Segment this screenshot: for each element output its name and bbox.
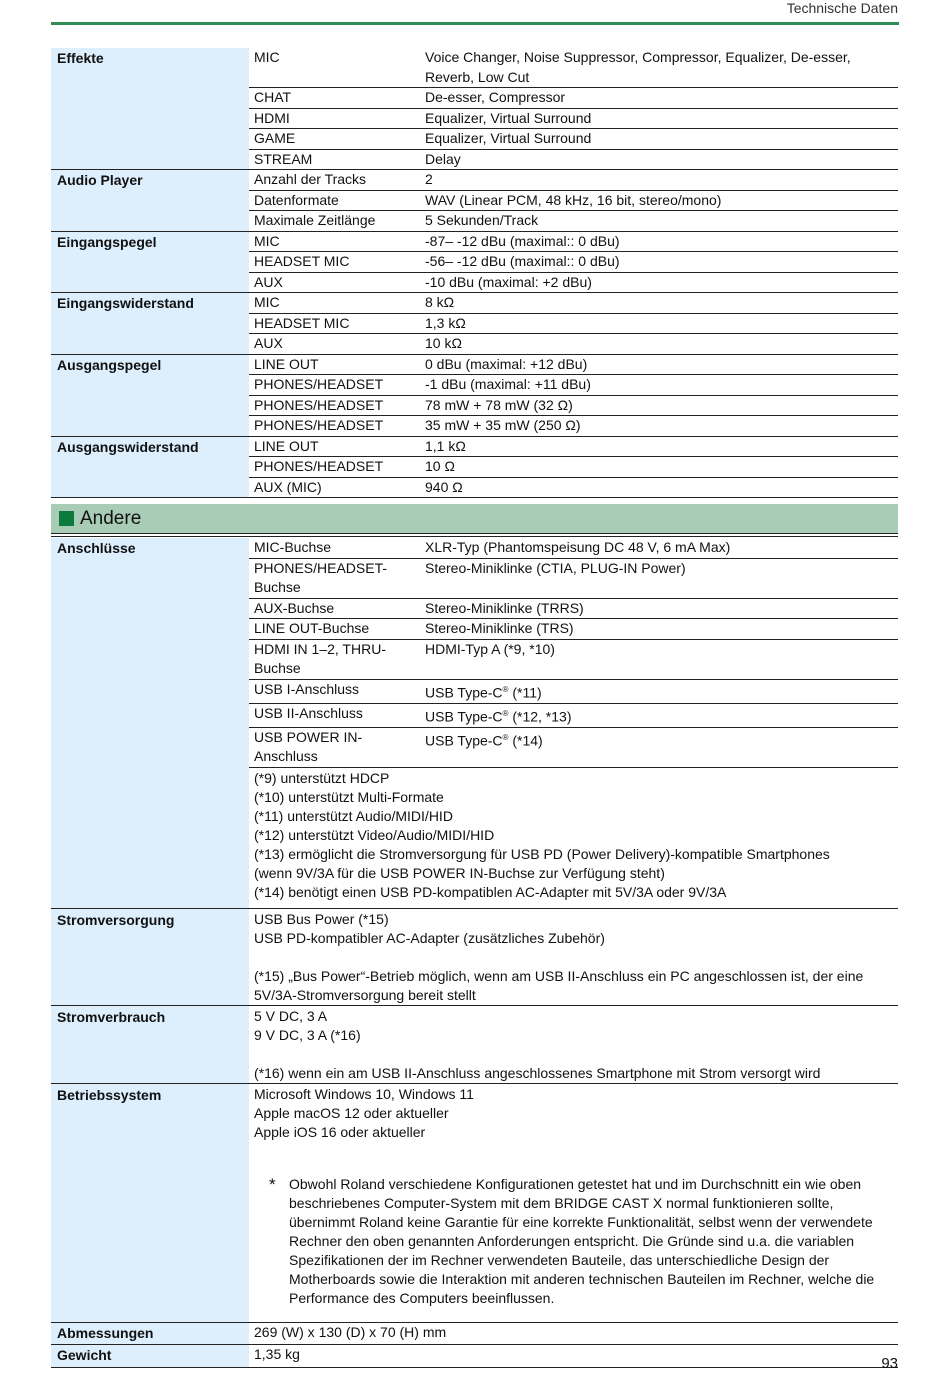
row-value: 5 Sekunden/Track [425,212,539,228]
group-label: Anschlüsse [51,538,249,908]
row-key: PHONES/HEADSET [254,458,384,474]
group-anschluesse [51,538,898,909]
group-abmessungen [51,1323,898,1346]
row-value: XLR-Typ (Phantomspeisung DC 48 V, 6 mA Max) [425,539,731,555]
row-value [425,680,898,703]
row-key: HEADSET MIC [254,253,350,269]
row-key: PHONES/HEADSET [254,376,384,392]
row-key: Anzahl der Tracks [254,171,367,187]
table-row [249,374,898,395]
group-effekte [51,48,898,170]
row-key: HEADSET MIC [254,314,350,331]
footnote: (*14) benötigt einen USB PD-kompatiblen AC-Adapter mit 5V/3A oder 9V/3A [254,883,727,900]
registered-mark: ® [502,708,509,718]
row-value: Stereo-Miniklinke (CTIA, PLUG-IN Power) [425,559,686,576]
row-value: Equalizer, Virtual Surround [425,130,592,146]
usb-type: USB Type-C [425,684,503,701]
row-key: STREAM [254,150,313,167]
row-key: AUX-Buchse [254,599,335,616]
row-key: USB II-Anschluss [254,704,363,721]
spec-line: 1,35 kg [254,1346,300,1363]
footnotes [249,767,898,908]
spec-line: USB PD-kompatibler AC-Adapter (zusätzliches Zubehör) [254,929,605,946]
footnote: (*11) unterstützt Audio/MIDI/HID [254,807,453,824]
row-value: -56– -12 dBu (maximal:: 0 dBu) [425,253,620,269]
spec-line: 9 V DC, 3 A (*16) [254,1026,361,1043]
row-value: 940 Ω [425,478,463,495]
table-row [249,313,898,334]
group-label: Eingangswiderstand [51,293,249,354]
section-header [51,504,898,534]
spec-line: Microsoft Windows 10, Windows 11 [254,1085,474,1102]
row-key: GAME [254,130,296,146]
row-key: MIC [254,232,280,249]
row-value: 2 [425,171,433,187]
footnote: (*9) unterstützt HDCP [254,769,390,786]
row-key: MIC-Buchse [254,539,332,555]
table-row [249,727,898,767]
row-key: HDMI [254,109,290,126]
row-value: 8 kΩ [425,294,455,310]
footnote-ref: (*12, *13) [508,708,572,725]
table-row [249,48,898,87]
group-label: Effekte [51,48,249,169]
group-stromverbrauch [51,1006,898,1084]
row-value: 10 kΩ [425,335,462,351]
group-label: Ausgangswiderstand [51,437,249,498]
row-value: 10 Ω [425,458,455,474]
section-rule [51,536,898,537]
row-value: -10 dBu (maximal: +2 dBu) [425,273,592,290]
table-row [249,293,898,313]
row-value: Voice Changer, Noise Suppressor, Compressor, Equalizer, De-esser, Reverb, Low Cut [425,49,851,85]
row-key: PHONES/HEADSET [254,417,384,433]
usb-type: USB Type-C [425,708,503,725]
table-row [249,538,898,558]
row-value: Delay [425,150,461,167]
row-key: LINE OUT [254,437,319,454]
row-key: HDMI IN 1–2, THRU-Buchse [254,640,386,676]
row-value: De-esser, Compressor [425,89,566,105]
row-key: Datenformate [254,191,339,208]
group-audio-player [51,170,898,232]
row-value: HDMI-Typ A (*9, *10) [425,640,555,657]
group-stromversorgung [51,909,898,1006]
disclaimer [249,1175,898,1308]
row-value: -87– -12 dBu (maximal:: 0 dBu) [425,232,620,249]
table-row [249,437,898,457]
page-number: 93 [881,1355,898,1372]
group-eingangswiderstand [51,293,898,355]
footnote: (*10) unterstützt Multi-Formate [254,788,444,805]
spec-line: Apple iOS 16 oder aktueller [254,1123,426,1140]
row-key: USB I-Anschluss [254,680,360,697]
row-value [425,728,898,767]
table-row [249,333,898,354]
table-row [249,679,898,703]
table-row [249,128,898,149]
header-rule [51,22,899,25]
row-key: AUX (MIC) [254,478,322,495]
table-row [249,149,898,170]
table-row [249,395,898,416]
asterisk-icon: * [269,1174,276,1194]
group-ausgangswiderstand [51,437,898,499]
table-row [249,456,898,477]
table-row [249,639,898,679]
registered-mark: ® [502,732,509,742]
disclaimer-text: Obwohl Roland verschiedene Konfigurationen getestet hat und im Durchschnitt ein wie oben beschriebenes Computer-System mit dem BRIDGE CAST X normal funktionieren sollte, übernimmt Roland keine Garantie für eine korrekte Funktionalität, selbst wenn der verwendete Rechner den oben genannten Anforderungen entspricht. Die Gründe sind u.a. die variablen Spezifikationen der im Rechner verwendeten Bauteile, das unterschiedliche Design der Motherboards sowie die Interaktion mit anderen technischen Bauteilen im Rechner, welche die Performance des Computers beeinflussen. [289,1175,875,1306]
group-eingangspegel [51,232,898,294]
row-key: AUX [254,273,283,290]
group-label: Stromverbrauch [51,1006,249,1083]
row-key: LINE OUT [254,355,319,372]
row-value [425,704,898,727]
footnote-ref: (*14) [508,732,543,749]
table-row [249,558,898,598]
usb-type: USB Type-C [425,732,503,749]
row-value: 78 mW + 78 mW (32 Ω) [425,396,573,413]
footnote-ref: (*11) [508,684,542,701]
row-key: LINE OUT-Buchse [254,620,370,636]
group-label: Ausgangspegel [51,355,249,436]
group-label: Audio Player [51,170,249,231]
table-row [249,251,898,272]
spec-table-other [51,538,898,1368]
group-betriebssystem [51,1084,898,1323]
table-row [249,703,898,727]
row-key: Maximale Zeitlänge [254,212,376,228]
header-title: Technische Daten [786,0,898,16]
row-value: 0 dBu (maximal: +12 dBu) [425,355,588,372]
footnote: (*12) unterstützt Video/Audio/MIDI/HID [254,826,495,843]
table-row [249,598,898,619]
footnote: (*13) ermöglicht die Stromversorgung für USB PD (Power Delivery)-kompatible Smartphones (wenn 9V/3A für die USB POWER IN-Buchse zur Verfügung steht) [254,845,830,881]
group-label: Abmessungen [51,1323,249,1345]
row-value: 35 mW + 35 mW (250 Ω) [425,417,581,433]
row-key: CHAT [254,89,292,105]
row-value: 1,3 kΩ [425,314,466,331]
row-value: Stereo-Miniklinke (TRRS) [425,599,584,616]
spec-line: Apple macOS 12 oder aktueller [254,1104,449,1121]
spec-line: USB Bus Power (*15) [254,910,389,927]
row-value: WAV (Linear PCM, 48 kHz, 16 bit, stereo/mono) [425,191,722,208]
table-row [249,87,898,108]
group-label: Betriebssystem [51,1084,249,1322]
table-row [249,108,898,129]
square-bullet-icon [59,511,74,526]
section-title: Andere [80,507,142,529]
group-label: Stromversorgung [51,909,249,1005]
row-value: -1 dBu (maximal: +11 dBu) [425,376,591,392]
table-row [249,415,898,436]
table-row [249,477,898,498]
row-key: AUX [254,335,283,351]
row-key: MIC [254,294,280,310]
spacer [249,1142,898,1175]
row-key: PHONES/HEADSET [254,396,384,413]
spec-table-top [51,48,898,498]
group-gewicht [51,1345,898,1368]
group-label: Eingangspegel [51,232,249,293]
footnote: (*16) wenn ein am USB II-Anschluss angeschlossenes Smartphone mit Strom versorgt wird [254,1064,821,1081]
row-key: PHONES/HEADSET-Buchse [254,559,388,595]
footnote: (*15) „Bus Power“-Betrieb möglich, wenn am USB II-Anschluss ein PC angeschlossen ist, der eine 5V/3A-Stromversorgung bereit stellt [254,967,864,1003]
table-row [249,210,898,231]
table-row [249,272,898,293]
row-value: Equalizer, Virtual Surround [425,109,592,126]
table-row [249,170,898,190]
spacer [249,948,898,967]
row-key: USB POWER IN-Anschluss [254,728,363,765]
spec-line: 269 (W) x 130 (D) x 70 (H) mm [254,1323,447,1340]
row-key: MIC [254,49,280,65]
spacer [249,1045,898,1064]
row-value: 1,1 kΩ [425,437,466,454]
table-row [249,232,898,252]
registered-mark: ® [502,684,509,694]
table-row [249,190,898,211]
table-row [249,618,898,639]
group-label: Gewicht [51,1345,249,1367]
row-value: Stereo-Miniklinke (TRS) [425,620,574,636]
table-row [249,355,898,375]
group-ausgangspegel [51,355,898,437]
spec-line: 5 V DC, 3 A [254,1007,328,1024]
